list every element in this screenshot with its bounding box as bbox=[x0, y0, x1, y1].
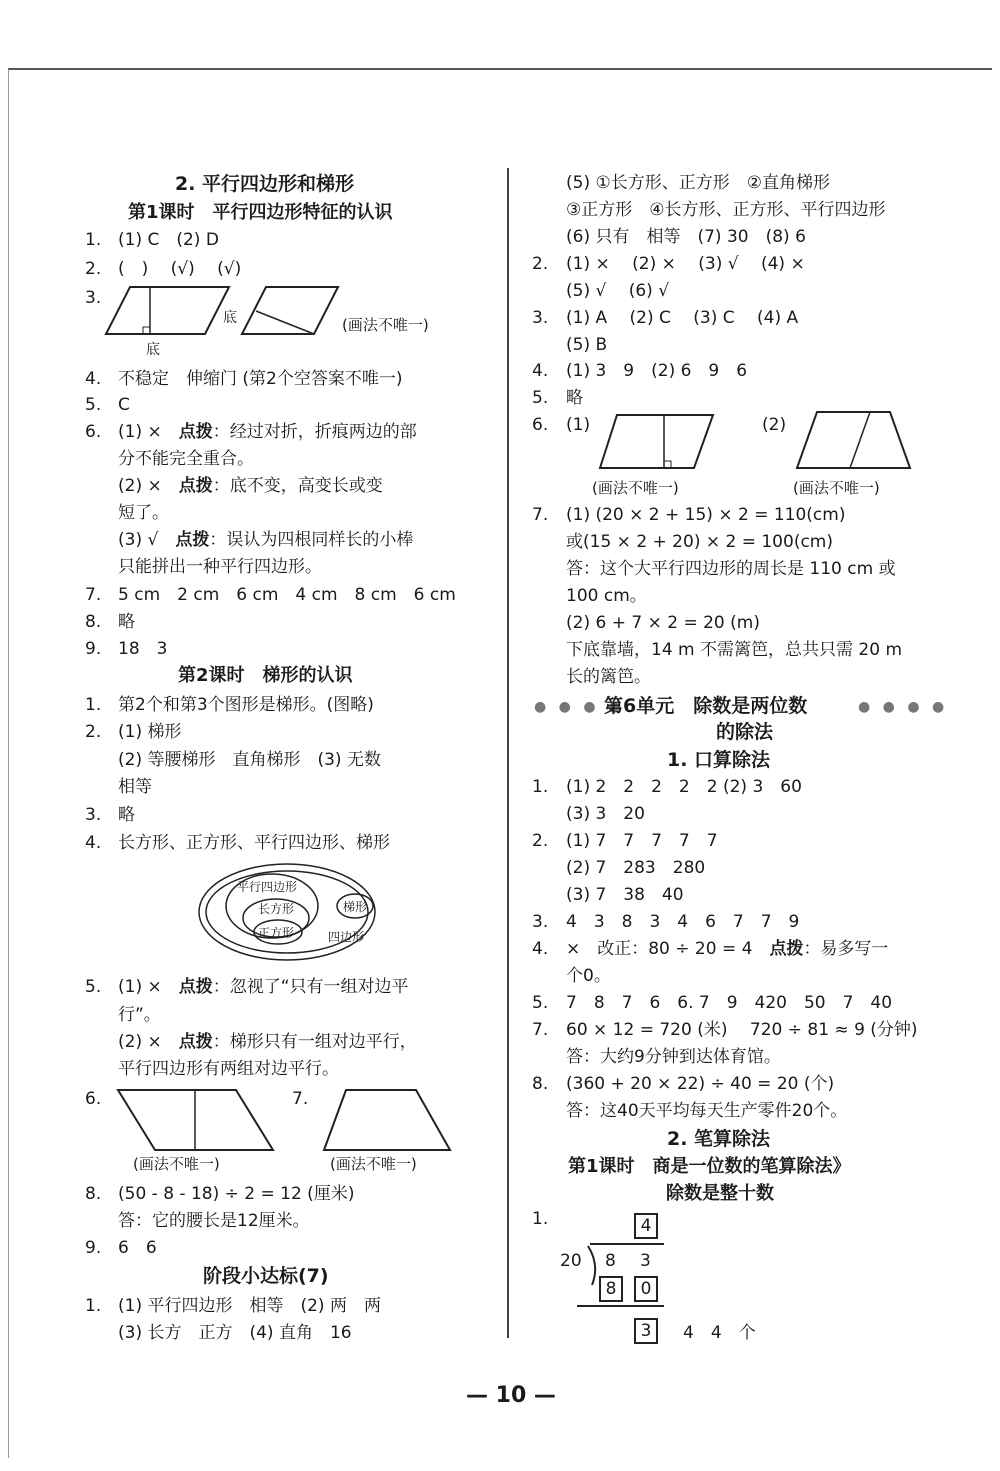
answer-line: 或(15 × 2 + 20) × 2 = 100(cm) bbox=[566, 532, 833, 552]
drawing-note: (画法不唯一) bbox=[793, 479, 880, 497]
answer-line: 短了。 bbox=[118, 503, 169, 523]
answer-line: (3) 7 38 40 bbox=[566, 885, 684, 905]
q-num: 7. bbox=[85, 585, 102, 605]
q-num: 1. bbox=[532, 777, 549, 797]
answer-line: 个0。 bbox=[566, 966, 611, 986]
q-num: 4. bbox=[85, 833, 102, 853]
section-title: 1. 口算除法 bbox=[667, 749, 771, 771]
answer-line: (5) √ (6) √ bbox=[566, 281, 670, 301]
answer-line: 不稳定 伸缩门 (第2个空答案不唯一) bbox=[118, 369, 403, 389]
answer-line: (1) 梯形 bbox=[118, 722, 182, 742]
q-num: 8. bbox=[85, 612, 102, 632]
answer-line: (1) × 点拨：经过对折，折痕两边的部 bbox=[118, 422, 417, 442]
answer-line: (360 + 20 × 22) ÷ 40 = 20 (个) bbox=[566, 1074, 835, 1094]
answer-line: 略 bbox=[118, 805, 135, 825]
venn-label: 长方形 bbox=[258, 902, 295, 916]
lesson1-title: 第1课时 平行四边形特征的认识 bbox=[128, 202, 393, 223]
answer-line: (1) A (2) C (3) C (4) A bbox=[566, 308, 799, 328]
q-num: 4. bbox=[85, 369, 102, 389]
answer-line: 18 3 bbox=[118, 639, 168, 659]
answer-line: (2) × 点拨：底不变，高变长或变 bbox=[118, 476, 383, 496]
answer-line: (2) bbox=[762, 415, 787, 435]
product-box: 8 bbox=[599, 1276, 623, 1302]
q-num: 3. bbox=[85, 805, 102, 825]
answer-line: (3) √ 点拨：误认为四根同样长的小棒 bbox=[118, 530, 414, 550]
answer-line: (1) 3 9 (2) 6 9 6 bbox=[566, 361, 748, 381]
answer-line: 100 cm。 bbox=[566, 586, 647, 606]
answer-line: (1) 7 7 7 7 7 bbox=[566, 831, 718, 851]
answer-line: (1) × (2) × (3) √ (4) × bbox=[566, 254, 805, 274]
answer-line: 第2个和第3个图形是梯形。(图略) bbox=[118, 695, 374, 715]
answer-line: (50 - 8 - 18) ÷ 2 = 12 (厘米) bbox=[118, 1184, 355, 1204]
drawing-note: (画法不唯一) bbox=[592, 479, 679, 497]
q-num: 9. bbox=[85, 639, 102, 659]
answer-line: 分不能完全重合。 bbox=[118, 449, 254, 469]
q-num: 7. bbox=[292, 1089, 309, 1109]
q-num: 1. bbox=[85, 230, 102, 250]
lesson2-title: 第2课时 梯形的认识 bbox=[178, 665, 353, 686]
venn-label: 梯形 bbox=[343, 900, 368, 914]
q-num: 2. bbox=[85, 722, 102, 742]
q-num: 3. bbox=[532, 912, 549, 932]
answer-line: 下底靠墙，14 m 不需篱笆，总共只需 20 m bbox=[566, 640, 902, 660]
q-num: 5. bbox=[532, 388, 549, 408]
q-num: 8. bbox=[85, 1184, 102, 1204]
q-num: 1. bbox=[532, 1209, 549, 1229]
answer-line: (1) bbox=[566, 415, 591, 435]
q-num: 3. bbox=[532, 308, 549, 328]
decor-dots: ● ● ● ● bbox=[534, 699, 625, 715]
quotient-box: 4 bbox=[634, 1213, 658, 1239]
answer-line: (6) 只有 相等 (7) 30 (8) 6 bbox=[566, 227, 806, 247]
venn-label: 平行四边形 bbox=[237, 880, 298, 894]
drawing-note: (画法不唯一) bbox=[342, 316, 429, 334]
lesson-title: 除数是整十数 bbox=[666, 1183, 774, 1204]
q-num: 3. bbox=[85, 288, 102, 308]
unit-title: 第6单元 除数是两位数 bbox=[604, 695, 808, 717]
answer-line: 行”。 bbox=[118, 1005, 161, 1025]
divisor: 20 bbox=[560, 1251, 582, 1271]
q-num: 4. bbox=[532, 361, 549, 381]
q-num: 5. bbox=[85, 977, 102, 997]
drawing-note: (画法不唯一) bbox=[330, 1155, 417, 1173]
answer-line: 答：大约9分钟到达体育馆。 bbox=[566, 1047, 781, 1067]
answer-line: 60 × 12 = 720 (米) 720 ÷ 81 ≈ 9 (分钟) bbox=[566, 1020, 918, 1040]
section-title: 2. 平行四边形和梯形 bbox=[175, 173, 355, 195]
answer-line: 相等 bbox=[118, 777, 152, 797]
answer-line: (1) 平行四边形 相等 (2) 两 两 bbox=[118, 1296, 381, 1316]
parallelogram-figure bbox=[106, 287, 229, 334]
section-title: 2. 笔算除法 bbox=[667, 1128, 771, 1150]
answer-line: (5) ①长方形、正方形 ②直角梯形 bbox=[566, 173, 830, 193]
q-num: 9. bbox=[85, 1238, 102, 1258]
answer-line: (2) × 点拨：梯形只有一组对边平行， bbox=[118, 1032, 417, 1052]
answer-line: (1) × 点拨：忽视了“只有一组对边平 bbox=[118, 977, 409, 997]
answer-line: 7 8 7 6 6. 7 9 420 50 7 40 bbox=[566, 993, 893, 1013]
answer-line: (2) 等腰梯形 直角梯形 (3) 无数 bbox=[118, 750, 381, 770]
answer-line: C bbox=[118, 395, 130, 415]
q-num: 5. bbox=[85, 395, 102, 415]
decor-dots: ● ● ● ● bbox=[858, 699, 949, 715]
answer-line: 长的篱笆。 bbox=[566, 667, 651, 687]
venn-label: 正方形 bbox=[258, 926, 295, 940]
answer-line: 只能拼出一种平行四边形。 bbox=[118, 557, 322, 577]
q-num: 6. bbox=[85, 422, 102, 442]
venn-label: 四边形 bbox=[328, 930, 365, 944]
answer-line: 6 6 bbox=[118, 1238, 157, 1258]
answer-line: 平行四边形有两组对边平行。 bbox=[118, 1059, 339, 1079]
base-label: 底 bbox=[146, 342, 160, 358]
answer-line: (2) 6 + 7 × 2 = 20 (m) bbox=[566, 613, 760, 633]
q-num: 1. bbox=[85, 695, 102, 715]
remainder-box: 3 bbox=[634, 1318, 658, 1344]
q-num: 2. bbox=[85, 259, 102, 279]
q-num: 4. bbox=[532, 939, 549, 959]
q-num: 6. bbox=[532, 415, 549, 435]
answer-line: (3) 长方 正方 (4) 直角 16 bbox=[118, 1323, 352, 1343]
answer-line: 略 bbox=[118, 612, 135, 632]
unit-title: 的除法 bbox=[716, 721, 774, 743]
answer-line: 答：这40天平均每天生产零件20个。 bbox=[566, 1101, 848, 1121]
q-num: 6. bbox=[85, 1089, 102, 1109]
answer-line: (5) B bbox=[566, 335, 608, 355]
answer-line: ③正方形 ④长方形、正方形、平行四边形 bbox=[566, 200, 886, 220]
q-num: 2. bbox=[532, 831, 549, 851]
dividend-digit: 8 bbox=[605, 1251, 616, 1271]
q-num: 5. bbox=[532, 993, 549, 1013]
answer-line: (1) 2 2 2 2 2 (2) 3 60 bbox=[566, 777, 802, 797]
answer-line: ( ) (√) (√) bbox=[118, 259, 242, 279]
q-num: 8. bbox=[532, 1074, 549, 1094]
drawing-note: (画法不唯一) bbox=[133, 1155, 220, 1173]
answer-line: 4 4 个 bbox=[683, 1323, 756, 1343]
answer-line: 长方形、正方形、平行四边形、梯形 bbox=[118, 833, 390, 853]
q-num: 7. bbox=[532, 1020, 549, 1040]
answer-line: 答：这个大平行四边形的周长是 110 cm 或 bbox=[566, 559, 896, 579]
base-label: 底 bbox=[223, 310, 237, 326]
answer-line: (2) 7 283 280 bbox=[566, 858, 706, 878]
answer-line: 4 3 8 3 4 6 7 7 9 bbox=[566, 912, 800, 932]
answer-line: (3) 3 20 bbox=[566, 804, 645, 824]
q-num: 2. bbox=[532, 254, 549, 274]
dividend-digit: 3 bbox=[640, 1251, 651, 1271]
answer-line: × 改正：80 ÷ 20 = 4 点拨：易多写一 bbox=[566, 939, 889, 959]
answer-line: 略 bbox=[566, 388, 583, 408]
lesson-title: 第1课时 商是一位数的笔算除法》 bbox=[568, 1156, 851, 1177]
q-num: 1. bbox=[85, 1296, 102, 1316]
product-box: 0 bbox=[634, 1276, 658, 1302]
q-num: 7. bbox=[532, 505, 549, 525]
page-number: — 10 — bbox=[466, 1383, 556, 1408]
answer-line: (1) (20 × 2 + 15) × 2 = 110(cm) bbox=[566, 505, 846, 525]
stage-title: 阶段小达标(7) bbox=[203, 1265, 329, 1287]
answer-line: 5 cm 2 cm 6 cm 4 cm 8 cm 6 cm bbox=[118, 585, 456, 605]
answer-line: (1) C (2) D bbox=[118, 230, 219, 250]
answer-line: 答：它的腰长是12厘米。 bbox=[118, 1211, 310, 1231]
